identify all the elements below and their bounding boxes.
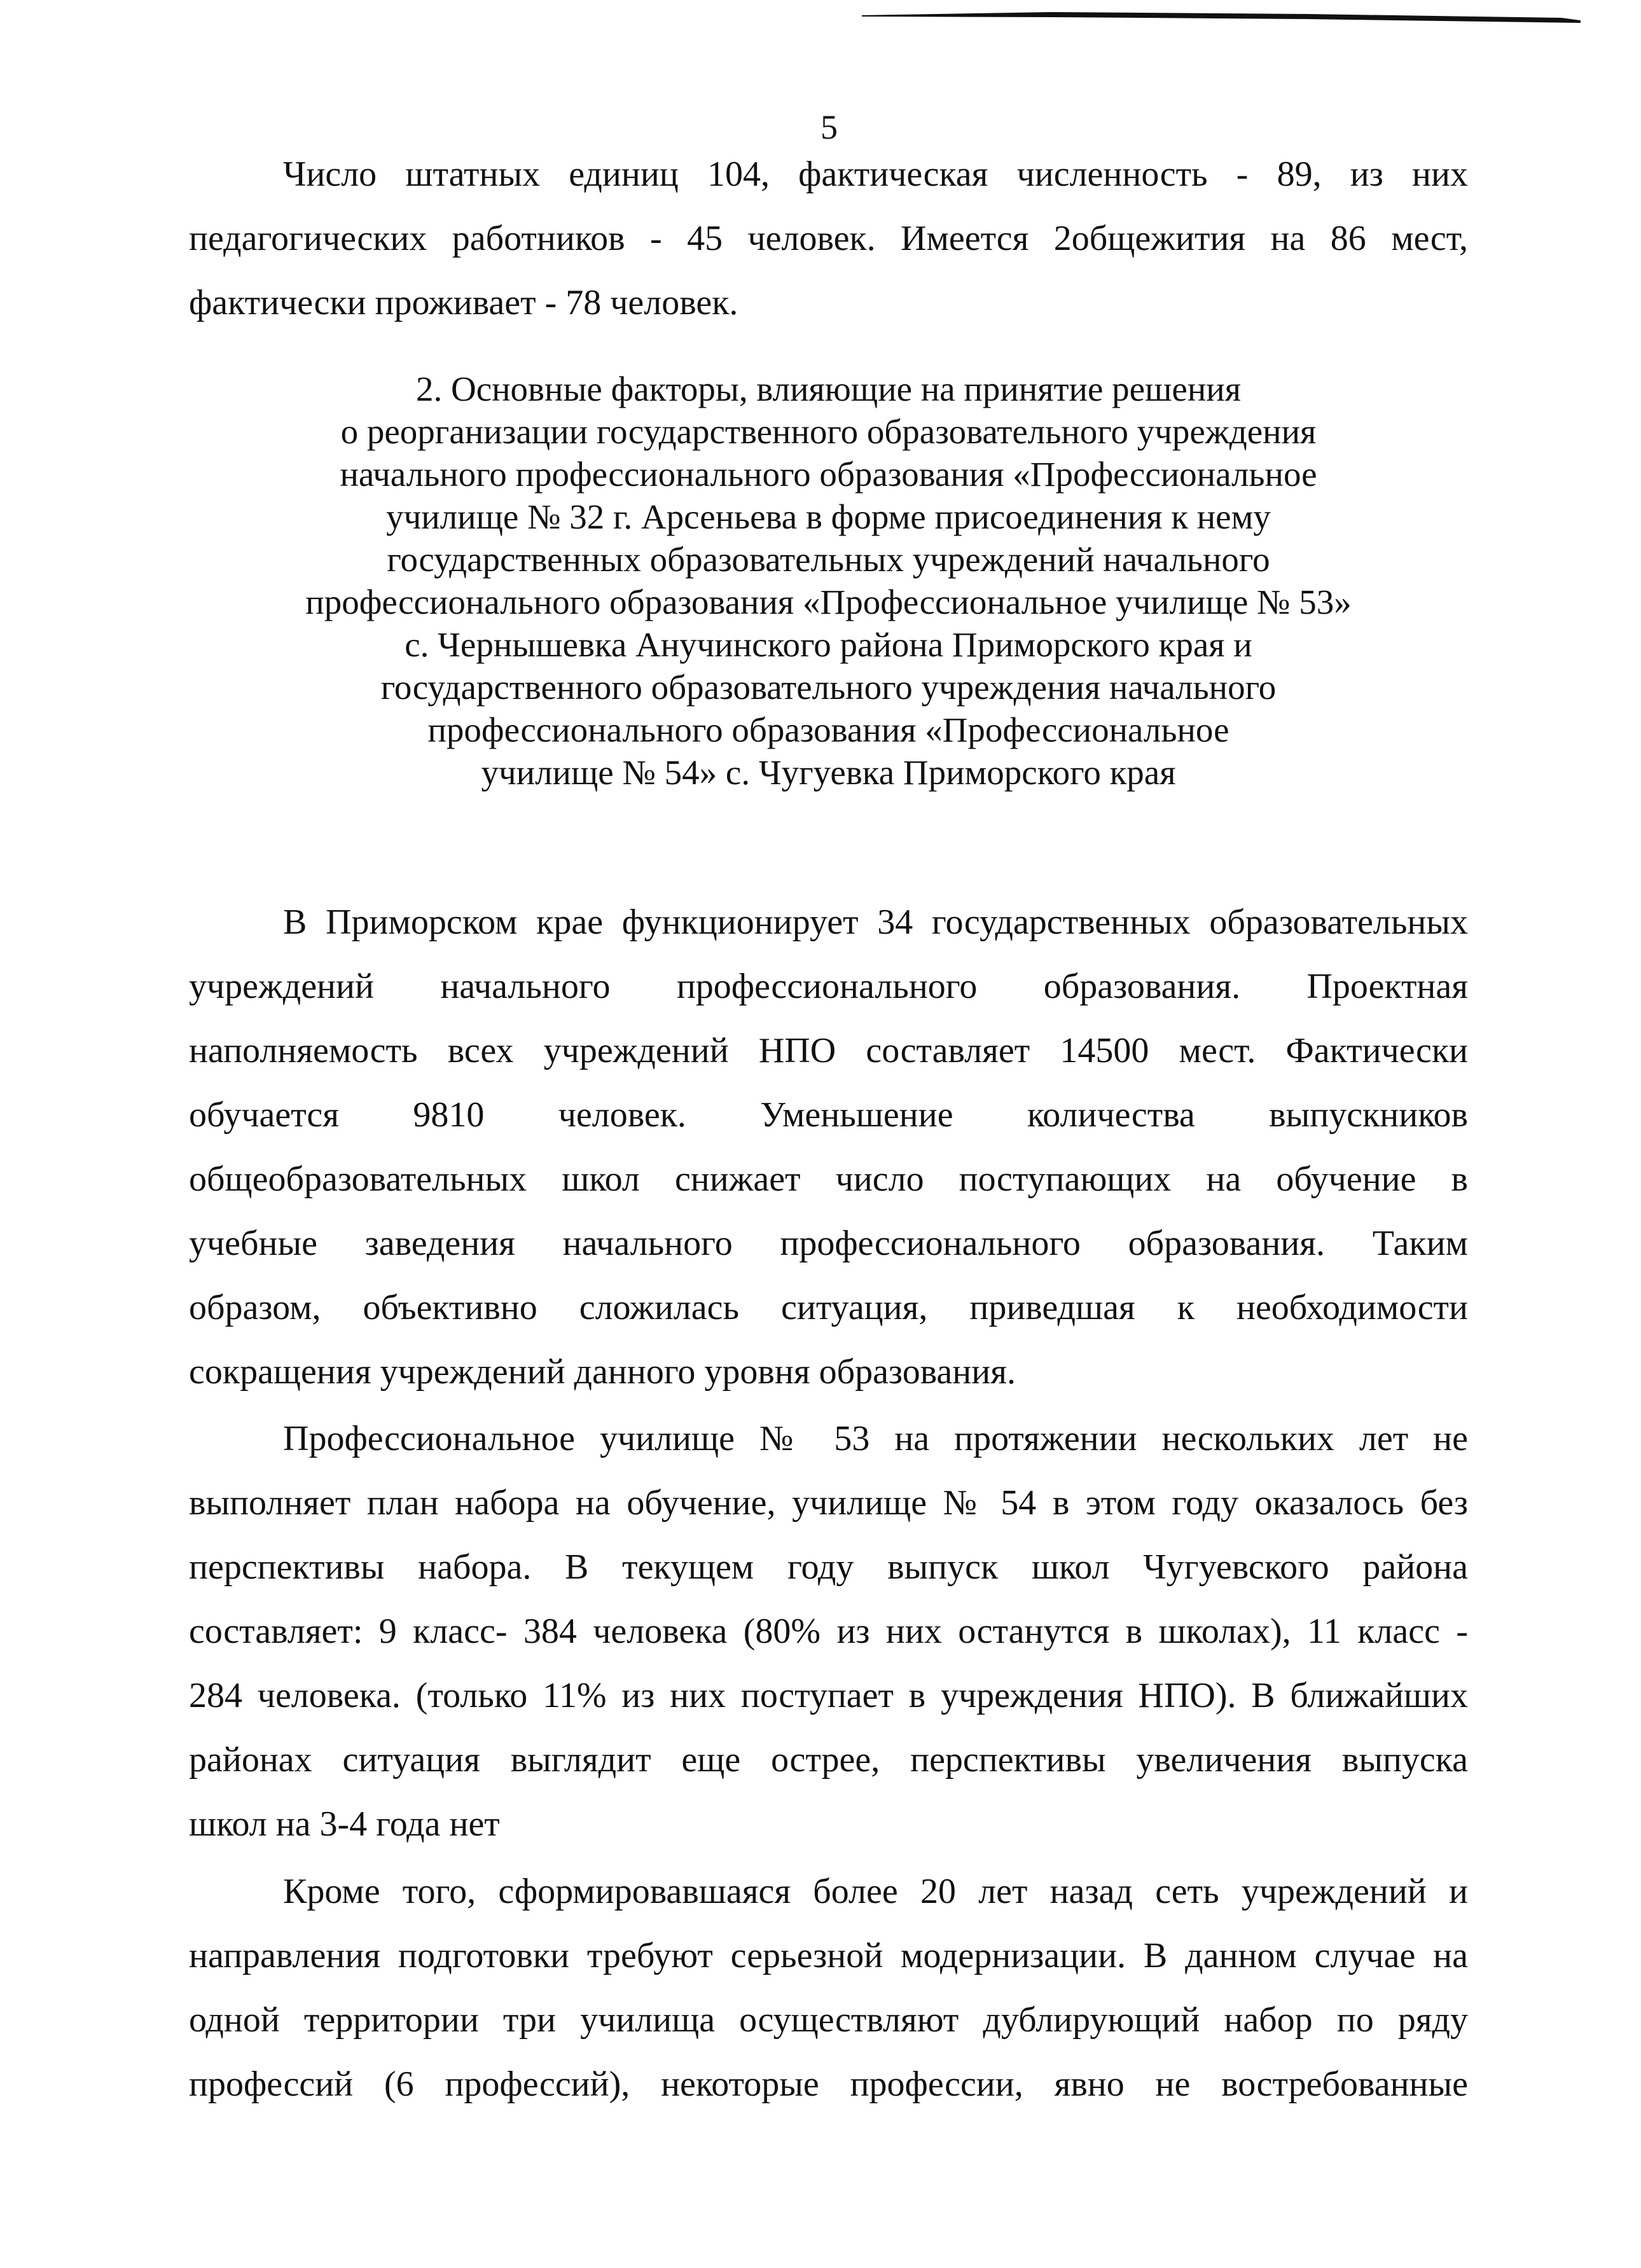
- text-line: профессий (6 профессий), некоторые профессии, явно не востребованные: [189, 2064, 1468, 2104]
- text-line: одной территории три училища осуществляют дублирующий набор по ряду: [189, 2000, 1468, 2040]
- text-line: фактически проживает - 78 человек.: [189, 283, 738, 322]
- heading-line: с. Чернышевка Анучинского района Приморского края и: [405, 625, 1252, 664]
- text-line: обучается 9810 человек. Уменьшение количества выпускников: [189, 1095, 1468, 1135]
- paragraph-3: [189, 1860, 1468, 2117]
- heading-line: 2. Основные факторы, влияющие на принятие решения: [415, 370, 1241, 408]
- text-line: районах ситуация выглядит еще острее, перспективы увеличения выпуска: [189, 1740, 1468, 1780]
- text-line: школ на 3-4 года нет: [189, 1804, 500, 1844]
- text-line: сокращения учреждений данного уровня образования.: [189, 1352, 1016, 1392]
- paragraph-1: [189, 890, 1468, 1404]
- heading-line: профессионального образования «Профессиональное: [427, 710, 1229, 749]
- text-line: Кроме того, сформировавшаяся более 20 лет назад сеть учреждений и: [283, 1872, 1468, 1911]
- text-line: выполняет план набора на обучение, училище № 54 в этом году оказалось без: [189, 1483, 1468, 1523]
- paragraph-intro: [189, 142, 1468, 335]
- heading-line: о реорганизации государственного образовательного учреждения: [340, 412, 1317, 451]
- text-line: педагогических работников - 45 человек. Имеется 2общежития на 86 мест,: [189, 219, 1468, 258]
- text-line: перспективы набора. В текущем году выпуск школ Чугуевского района: [189, 1547, 1468, 1587]
- text-line: Число штатных единиц 104, фактическая численность - 89, из них: [283, 155, 1468, 194]
- text-line: направления подготовки требуют серьезной модернизации. В данном случае на: [189, 1936, 1468, 1975]
- text-line: учебные заведения начального профессионального образования. Таким: [189, 1224, 1468, 1263]
- text-line: В Приморском крае функционирует 34 государственных образовательных: [283, 902, 1468, 942]
- heading-line: государственного образовательного учреждения начального: [380, 668, 1277, 707]
- paragraph-2: [189, 1407, 1468, 1857]
- page-number: 5: [820, 108, 838, 146]
- heading-line: государственных образовательных учреждений начального: [387, 540, 1270, 579]
- scan-artifact-line: [862, 9, 1581, 24]
- heading-line: училище № 54» с. Чугуевка Приморского края: [481, 753, 1176, 792]
- section-heading: [189, 368, 1468, 794]
- heading-line: начального профессионального образования «Профессиональное: [340, 455, 1317, 494]
- text-line: составляет: 9 класс- 384 человека (80% из них останутся в школах), 11 класс -: [189, 1612, 1468, 1651]
- heading-line: училище № 32 г. Арсеньева в форме присоединения к нему: [386, 497, 1271, 536]
- text-line: наполняемость всех учреждений НПО составляет 14500 мест. Фактически: [189, 1031, 1468, 1070]
- text-line: Профессиональное училище № 53 на протяжении нескольких лет не: [283, 1419, 1468, 1458]
- text-line: образом, объективно сложилась ситуация, приведшая к необходимости: [189, 1288, 1468, 1327]
- heading-line: профессионального образования «Профессиональное училище № 53»: [305, 583, 1352, 621]
- text-line: 284 человека. (только 11% из них поступает в учреждения НПО). В ближайших: [189, 1676, 1468, 1715]
- text-line: общеобразовательных школ снижает число поступающих на обучение в: [189, 1159, 1468, 1199]
- text-line: учреждений начального профессионального образования. Проектная: [189, 967, 1468, 1006]
